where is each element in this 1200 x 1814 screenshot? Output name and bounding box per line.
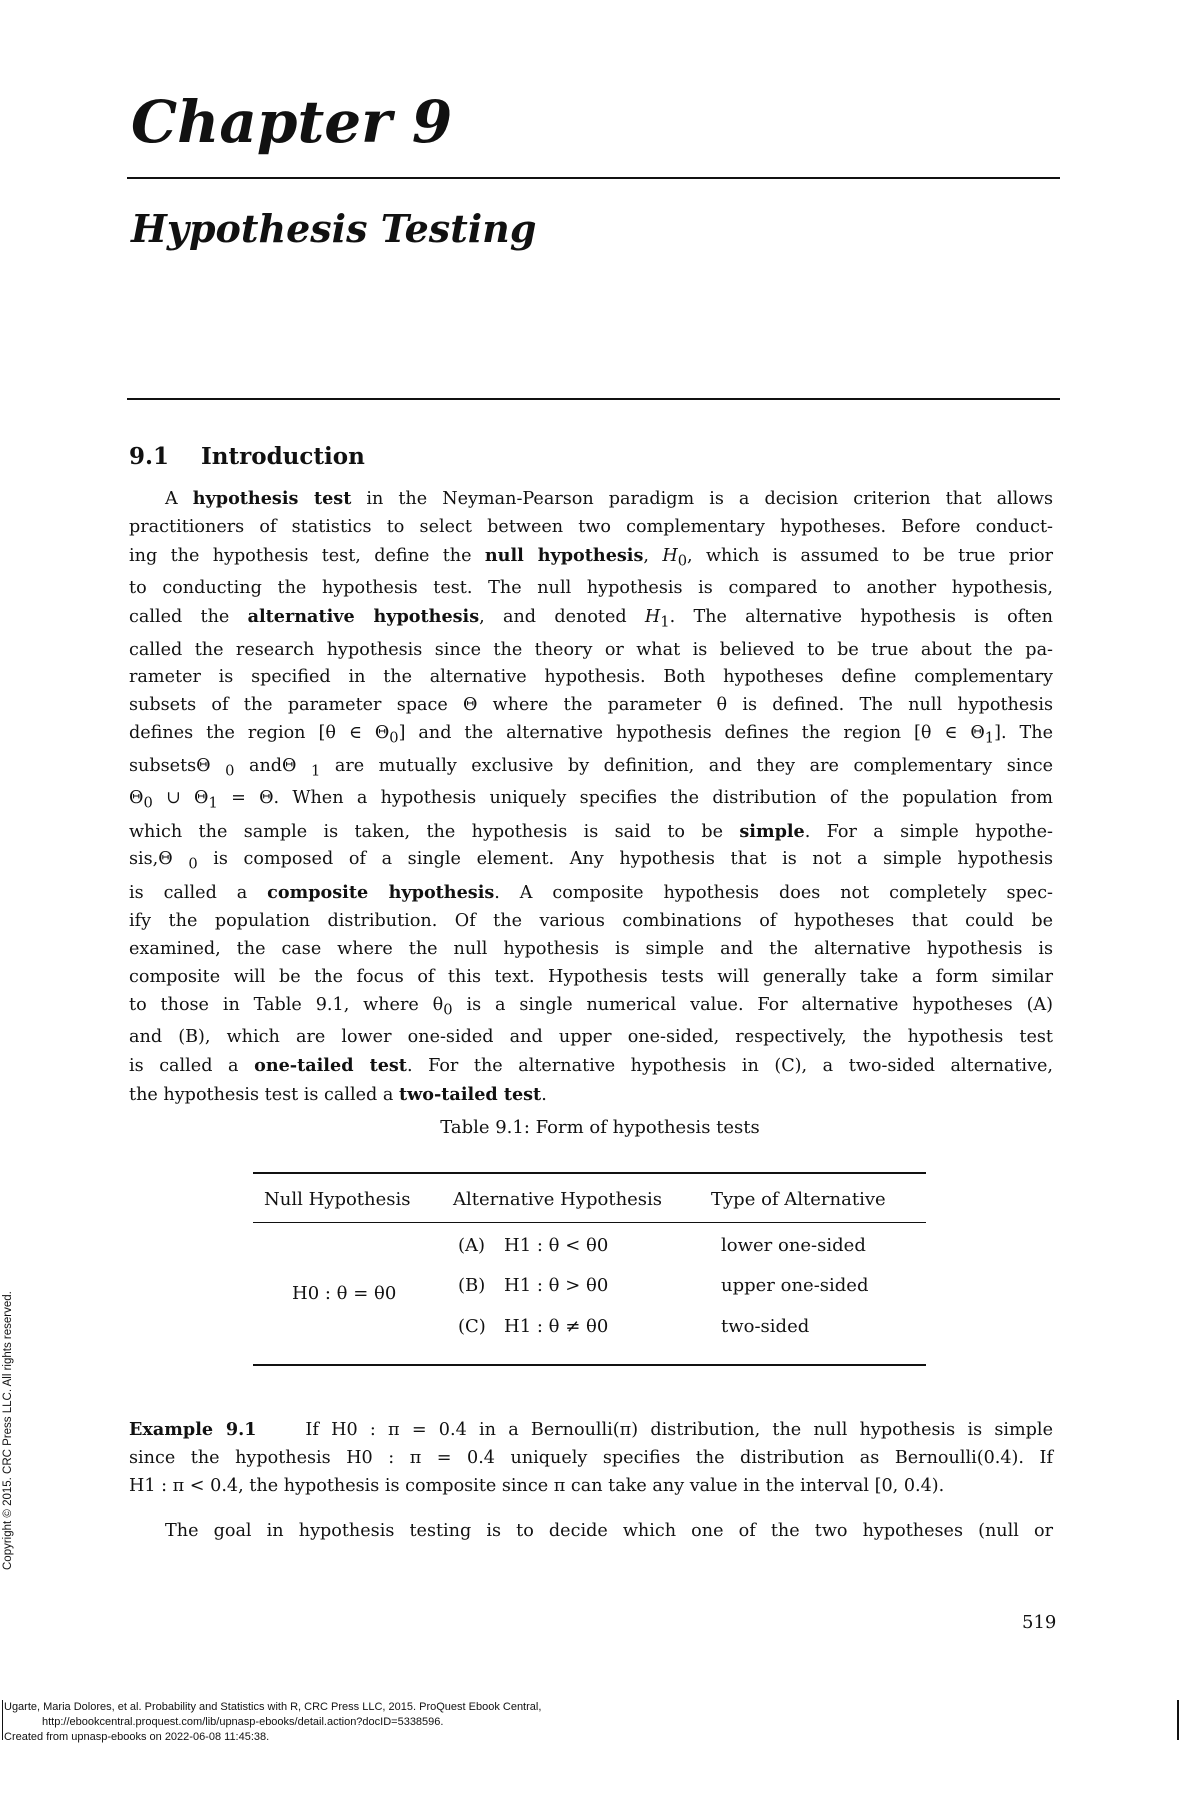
example-line: If H0 : π = 0.4 in a Bernoulli(π) distribution, the null hypothesis is simple xyxy=(305,1420,1053,1440)
paragraph-line xyxy=(129,879,1053,908)
text-run: is composed of a single element. Any hypothesis that is not a simple hypothesis xyxy=(197,849,1053,870)
text-run: rameter is specified in the alternative hypothesis. Both hypotheses define complementary xyxy=(129,667,1053,688)
subscript: 0 xyxy=(188,855,198,873)
key-term: simple xyxy=(739,820,805,842)
subscript: 0 xyxy=(677,552,688,570)
text-run: Θ xyxy=(129,788,144,809)
example-label: Example 9.1 xyxy=(129,1419,257,1440)
text-run: the hypothesis test is called a xyxy=(129,1084,399,1105)
text-run: andΘ xyxy=(234,755,311,776)
text-run: practitioners of statistics to select between two complementary hypotheses. Before conduct- xyxy=(129,516,1053,537)
text-run: . A composite hypothesis does not completely spec- xyxy=(494,882,1054,903)
chapter-top-rule xyxy=(127,177,1060,179)
subscript: 1 xyxy=(660,613,670,631)
page-number: 519 xyxy=(1022,1612,1057,1633)
paragraph-line xyxy=(129,692,1053,720)
copyright-notice: Copyright © 2015. CRC Press LLC. All rights reserved. xyxy=(2,1291,14,1570)
key-term: null hypothesis xyxy=(484,544,644,566)
text-run: ∪ Θ xyxy=(152,788,209,809)
text-run: A xyxy=(165,489,193,509)
paragraph-line xyxy=(129,964,1053,992)
subscript: 1 xyxy=(984,729,995,747)
paragraph-line xyxy=(129,936,1053,964)
subscript: 1 xyxy=(310,762,321,780)
text-run: ify the population distribution. Of the various combinations of hypotheses that could be xyxy=(129,910,1053,931)
citation-left-bar xyxy=(2,1700,3,1740)
text-run: examined, the case where the null hypothesis is simple and the alternative hypothesis is xyxy=(129,938,1053,959)
text-run: ] and the alternative hypothesis defines the region [θ ∈ Θ xyxy=(398,723,985,744)
table-row-alternative: H1 : θ ≠ θ0 xyxy=(504,1316,609,1337)
text-run: sis,Θ xyxy=(129,849,189,870)
table-row-label: (A) xyxy=(458,1235,486,1256)
paragraph-line xyxy=(129,485,1053,514)
section-number: 9.1 xyxy=(129,443,170,470)
citation-line: Created from upnasp-ebooks on 2022-06-08 11:45:38. xyxy=(4,1731,270,1743)
text-run: which the sample is taken, the hypothesis is said to be xyxy=(129,821,740,842)
paragraph-line xyxy=(129,664,1053,692)
key-term: hypothesis test xyxy=(192,488,352,509)
text-run: is called a xyxy=(129,882,268,903)
key-term: composite hypothesis xyxy=(267,881,495,903)
table-row-type: two-sided xyxy=(721,1316,810,1337)
text-run: , and denoted xyxy=(479,607,645,628)
table-row-alternative: H1 : θ < θ0 xyxy=(504,1235,609,1256)
math-symbol: H xyxy=(662,545,678,566)
example-block xyxy=(129,1416,1053,1500)
paragraph-line xyxy=(129,720,1053,752)
goal-paragraph xyxy=(129,1521,1053,1541)
table-header-alternative: Alternative Hypothesis xyxy=(453,1189,663,1210)
citation-right-bar xyxy=(1177,1700,1179,1740)
subscript: 0 xyxy=(225,762,235,780)
subscript: 0 xyxy=(143,794,153,812)
paragraph-line xyxy=(129,753,1053,785)
text-run: defines the region [θ ∈ Θ xyxy=(129,723,390,744)
paragraph-line xyxy=(129,908,1053,936)
text-run: . The alternative hypothesis is often xyxy=(669,607,1054,628)
paragraph-line xyxy=(129,603,1053,636)
citation-link[interactable]: http://ebookcentral.proquest.com/lib/upnasp-ebooks/detail.action?docID=5338596. xyxy=(42,1716,444,1728)
table-row-alternative: H1 : θ > θ0 xyxy=(504,1275,609,1296)
table-caption: Table 9.1: Form of hypothesis tests xyxy=(440,1117,760,1138)
text-run: to conducting the hypothesis test. The null hypothesis is compared to another hypothesis, xyxy=(129,578,1053,599)
text-run: . xyxy=(541,1084,547,1105)
text-run: are mutually exclusive by definition, and they are complementary since xyxy=(320,755,1053,776)
text-run: is called a xyxy=(129,1055,255,1076)
text-run: is a single numerical value. For alternative hypotheses (A) xyxy=(452,994,1053,1015)
table-bottom-rule xyxy=(253,1364,926,1366)
text-run: called the xyxy=(129,607,248,628)
text-run: to those in Table 9.1, where θ xyxy=(129,994,444,1015)
text-run: and (B), which are lower one-sided and upper one-sided, respectively, the hypothesis test xyxy=(129,1026,1053,1047)
paragraph-line xyxy=(129,785,1053,817)
paragraph-line xyxy=(129,992,1053,1024)
paragraph-line xyxy=(129,575,1053,603)
table-top-rule xyxy=(253,1172,926,1174)
text-run: called the research hypothesis since the theory or what is believed to be true about the pa- xyxy=(129,639,1053,660)
section-title: Introduction xyxy=(201,443,365,470)
text-run: . For the alternative hypothesis in (C), a two-sided alternative, xyxy=(406,1055,1054,1076)
text-run: . For a simple hypothe- xyxy=(804,821,1053,842)
key-term: one-tailed test xyxy=(254,1054,407,1076)
table-null-cell: H0 : θ = θ0 xyxy=(292,1283,397,1304)
subscript: 1 xyxy=(208,794,218,812)
chapter-number: Chapter 9 xyxy=(131,88,453,156)
paragraph-line xyxy=(129,1052,1053,1081)
table-row-type: lower one-sided xyxy=(721,1235,866,1256)
subscript: 0 xyxy=(389,729,399,747)
paragraph-line xyxy=(129,542,1053,575)
text-run: subsetsΘ xyxy=(129,755,226,776)
paragraph-line xyxy=(129,637,1053,665)
text-run: = Θ. When a hypothesis uniquely specifies the distribution of the population from xyxy=(217,788,1053,809)
example-line: H1 : π < 0.4, the hypothesis is composite since π can take any value in the interval [0, 0.4). xyxy=(129,1476,945,1496)
text-run: ing the hypothesis test, define the xyxy=(129,545,485,566)
paragraph-line xyxy=(129,818,1053,847)
section-heading xyxy=(129,443,365,470)
paragraph-line xyxy=(129,514,1053,542)
table-row-type: upper one-sided xyxy=(721,1275,869,1296)
intro-paragraph xyxy=(129,485,1053,1110)
text-run: , xyxy=(643,545,663,566)
table-header-type: Type of Alternative xyxy=(711,1189,886,1210)
text-run: ]. The xyxy=(994,723,1054,744)
table-row-label: (C) xyxy=(458,1316,486,1337)
math-symbol: H xyxy=(644,607,661,628)
table-header-rule xyxy=(253,1222,926,1223)
paragraph-line xyxy=(129,846,1053,878)
subscript: 0 xyxy=(443,1001,453,1019)
citation-footer xyxy=(4,1700,541,1745)
paragraph-line xyxy=(129,1024,1053,1052)
goal-line: The goal in hypothesis testing is to decide which one of the two hypotheses (null or xyxy=(165,1521,1053,1541)
text-run: , which is assumed to be true prior xyxy=(687,545,1054,566)
key-term: two-tailed test xyxy=(399,1083,542,1105)
text-run: subsets of the parameter space Θ where the parameter θ is defined. The null hypothesis xyxy=(129,695,1053,716)
paragraph-line xyxy=(129,1081,1053,1110)
key-term: alternative hypothesis xyxy=(247,606,480,628)
citation-line: Ugarte, Maria Dolores, et al. Probability and Statistics with R, CRC Press LLC, 2015. ProQuest Ebook Central, xyxy=(4,1701,542,1713)
table-header-null: Null Hypothesis xyxy=(264,1189,411,1210)
chapter-title: Hypothesis Testing xyxy=(131,206,537,251)
text-run: in the Neyman-Pearson paradigm is a decision criterion that allows xyxy=(351,489,1053,509)
table-row-label: (B) xyxy=(458,1275,486,1296)
example-line: since the hypothesis H0 : π = 0.4 uniquely specifies the distribution as Bernoulli(0.4). If xyxy=(129,1448,1053,1468)
text-run: composite will be the focus of this text. Hypothesis tests will generally take a form similar xyxy=(129,966,1053,987)
chapter-bottom-rule xyxy=(127,398,1060,400)
